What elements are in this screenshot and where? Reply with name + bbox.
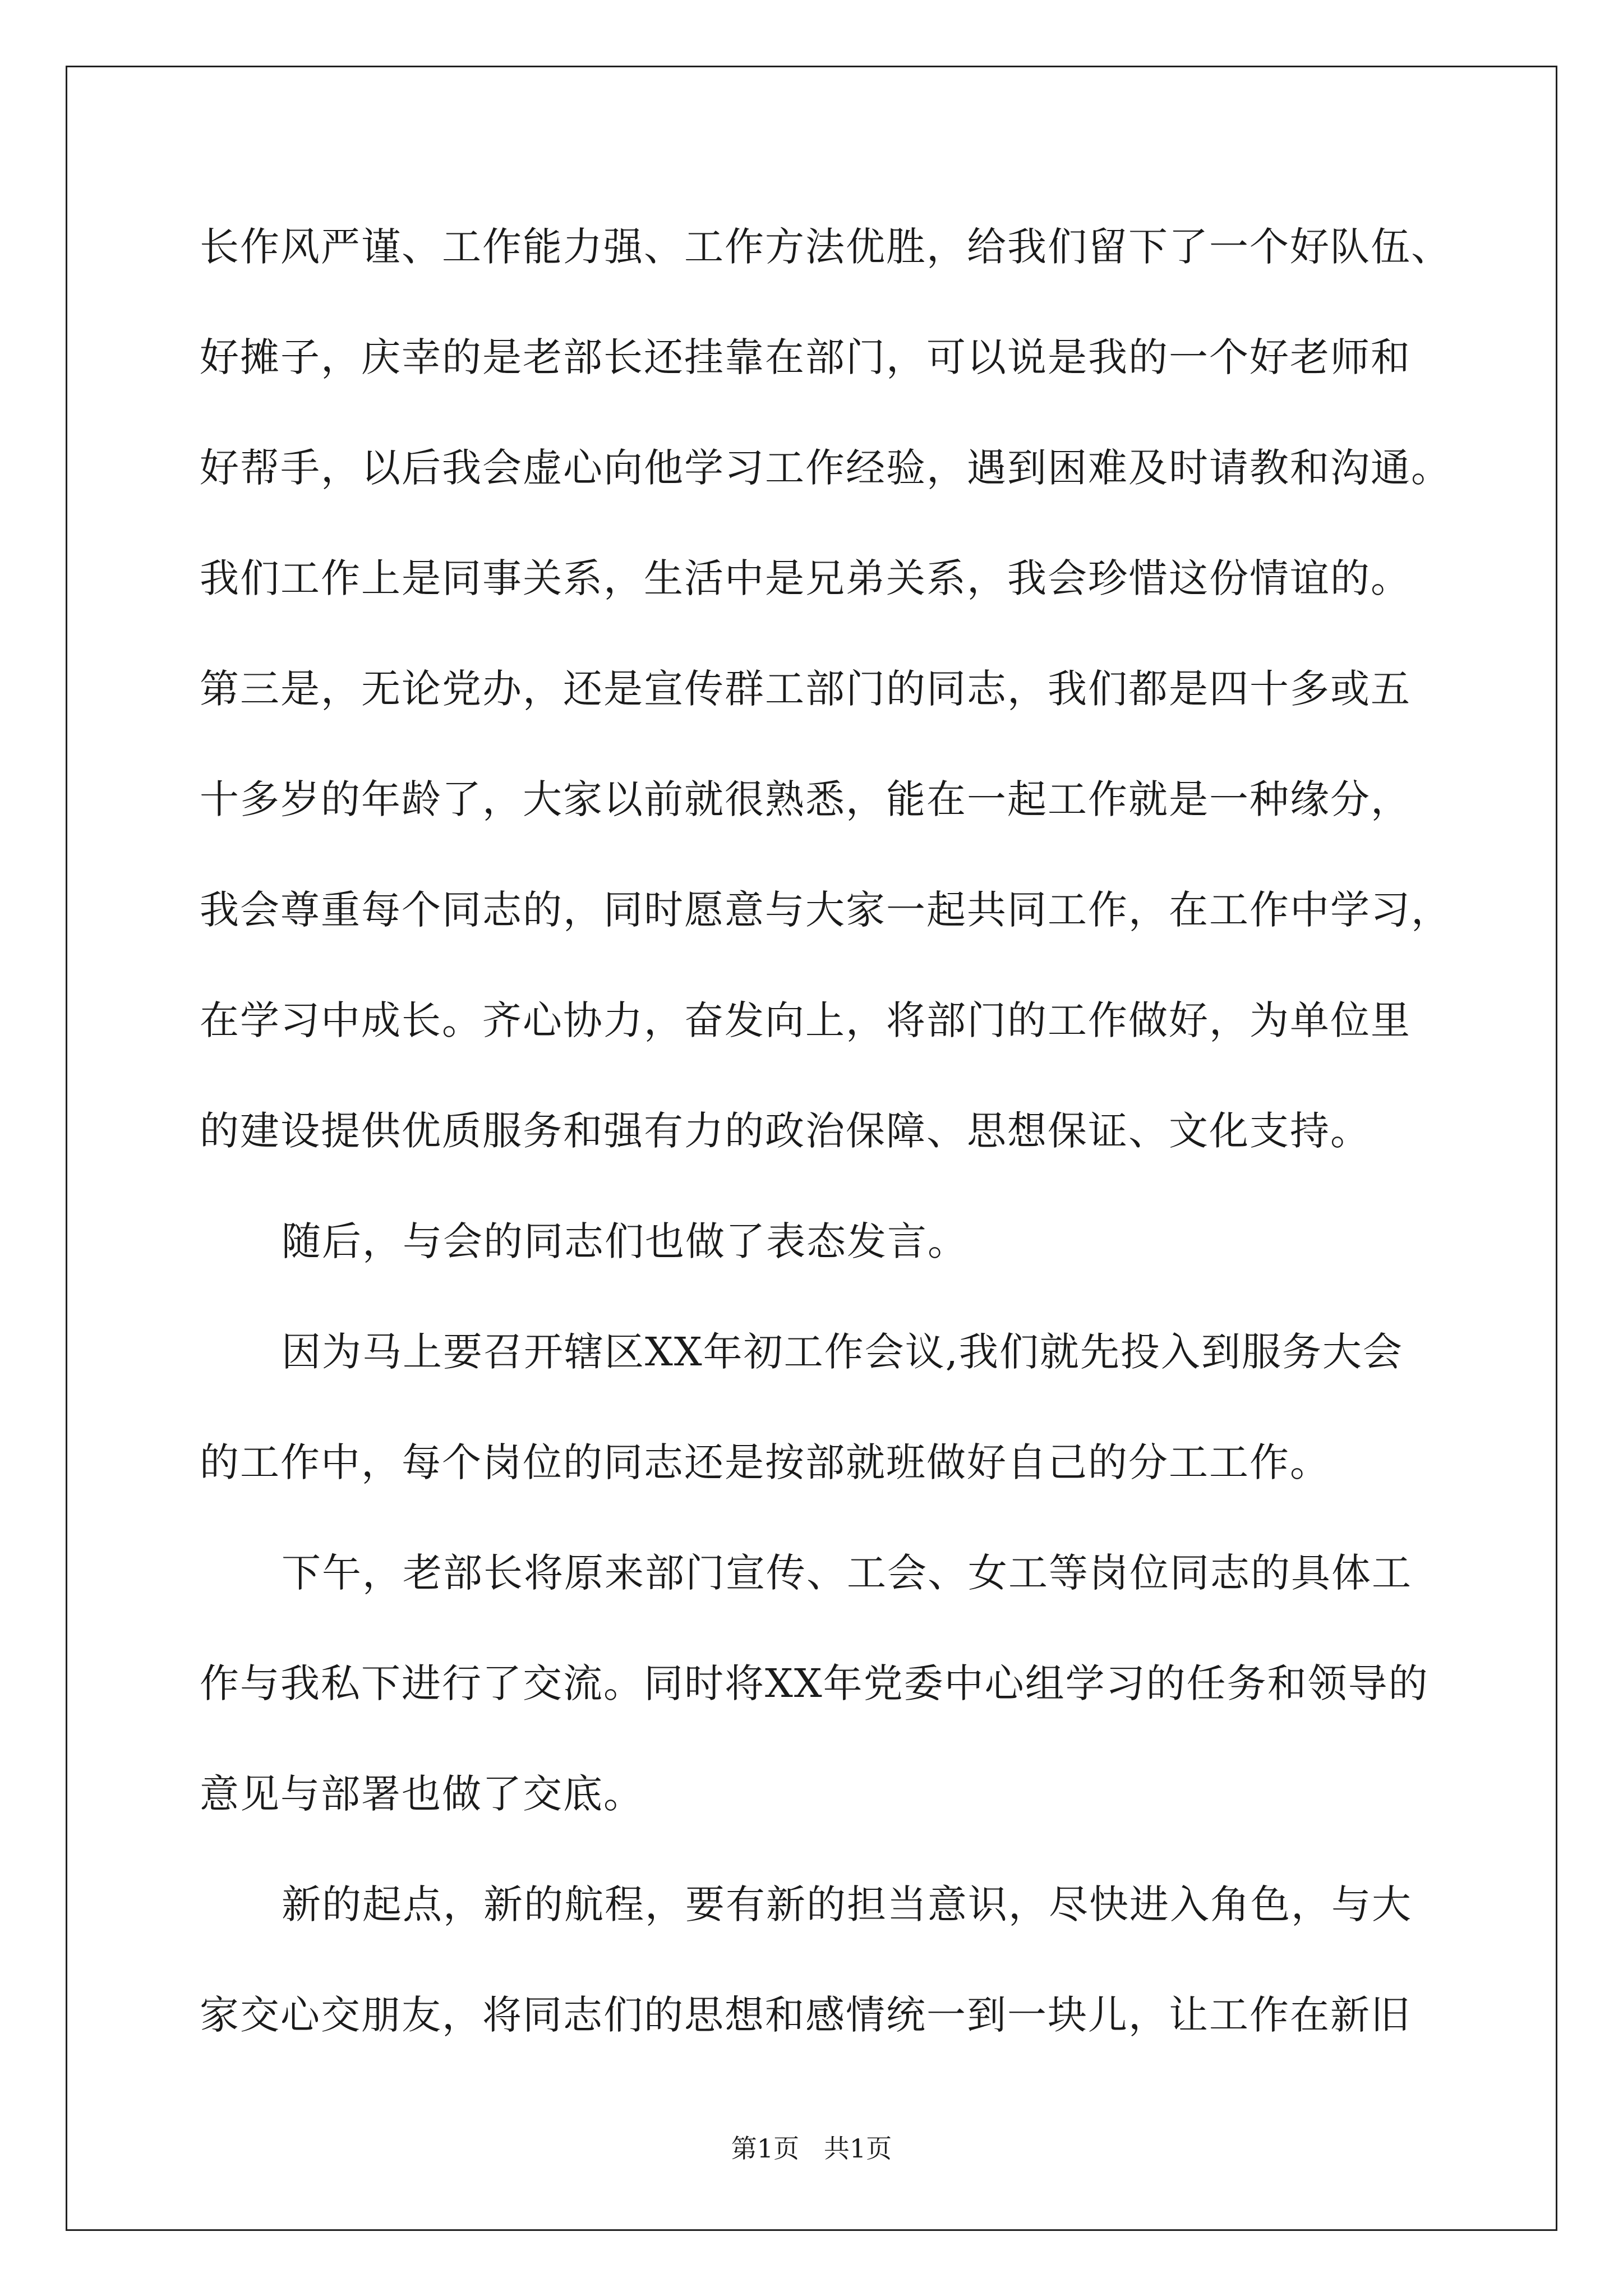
text-line: 意见与部署也做了交底。 [200,1771,644,1817]
text-line: 的建设提供优质服务和强有力的政治保障、思想保证、文化支持。 [200,1108,1371,1154]
text-line: 的工作中，每个岗位的同志还是按部就班做好自己的分工工作。 [200,1439,1330,1485]
paragraph [200,1212,1436,1323]
document-body [200,218,1451,2096]
text-line: 十多岁的年龄了，大家以前就很熟悉，能在一起工作就是一种缘分， [200,776,1411,822]
paragraph [200,1323,1436,1544]
text-line: 新的起点，新的航程，要有新的担当意识，尽快进入角色，与大 [282,1881,1412,1927]
text-line: 第三是，无论党办，还是宣传群工部门的同志，我们都是四十多或五 [200,666,1411,712]
text-line: 我们工作上是同事关系，生活中是兄弟关系，我会珍惜这份情谊的。 [200,555,1411,601]
text-line: 好帮手，以后我会虚心向他学习工作经验，遇到困难及时请教和沟通。 [200,445,1451,491]
text-line: 长作风严谨、工作能力强、工作方法优胜，给我们留下了一个好队伍、 [200,224,1451,270]
text-line: 好摊子，庆幸的是老部长还挂靠在部门，可以说是我的一个好老师和 [200,334,1411,380]
text-line: 作与我私下进行了交流。同时将XX年党委中心组学习的任务和领导的 [200,1660,1429,1706]
text-line: 在学习中成长。齐心协力，奋发向上，将部门的工作做好，为单位里 [200,997,1411,1043]
text-line: 我会尊重每个同志的，同时愿意与大家一起共同工作，在工作中学习， [200,887,1451,933]
text-line: 随后，与会的同志们也做了表态发言。 [282,1218,968,1264]
paragraph [200,218,1451,1212]
page-number-footer: 第1页 共1页 [731,2133,892,2164]
paragraph [200,1875,1436,2096]
text-line: 因为马上要召开辖区XX年初工作会议,我们就先投入到服务大会 [282,1329,1403,1375]
paragraph [200,1544,1436,1875]
text-line: 下午，老部长将原来部门宣传、工会、女工等岗位同志的具体工 [282,1550,1412,1596]
text-line: 家交心交朋友，将同志们的思想和感情统一到一块儿，让工作在新旧 [200,1992,1411,2038]
